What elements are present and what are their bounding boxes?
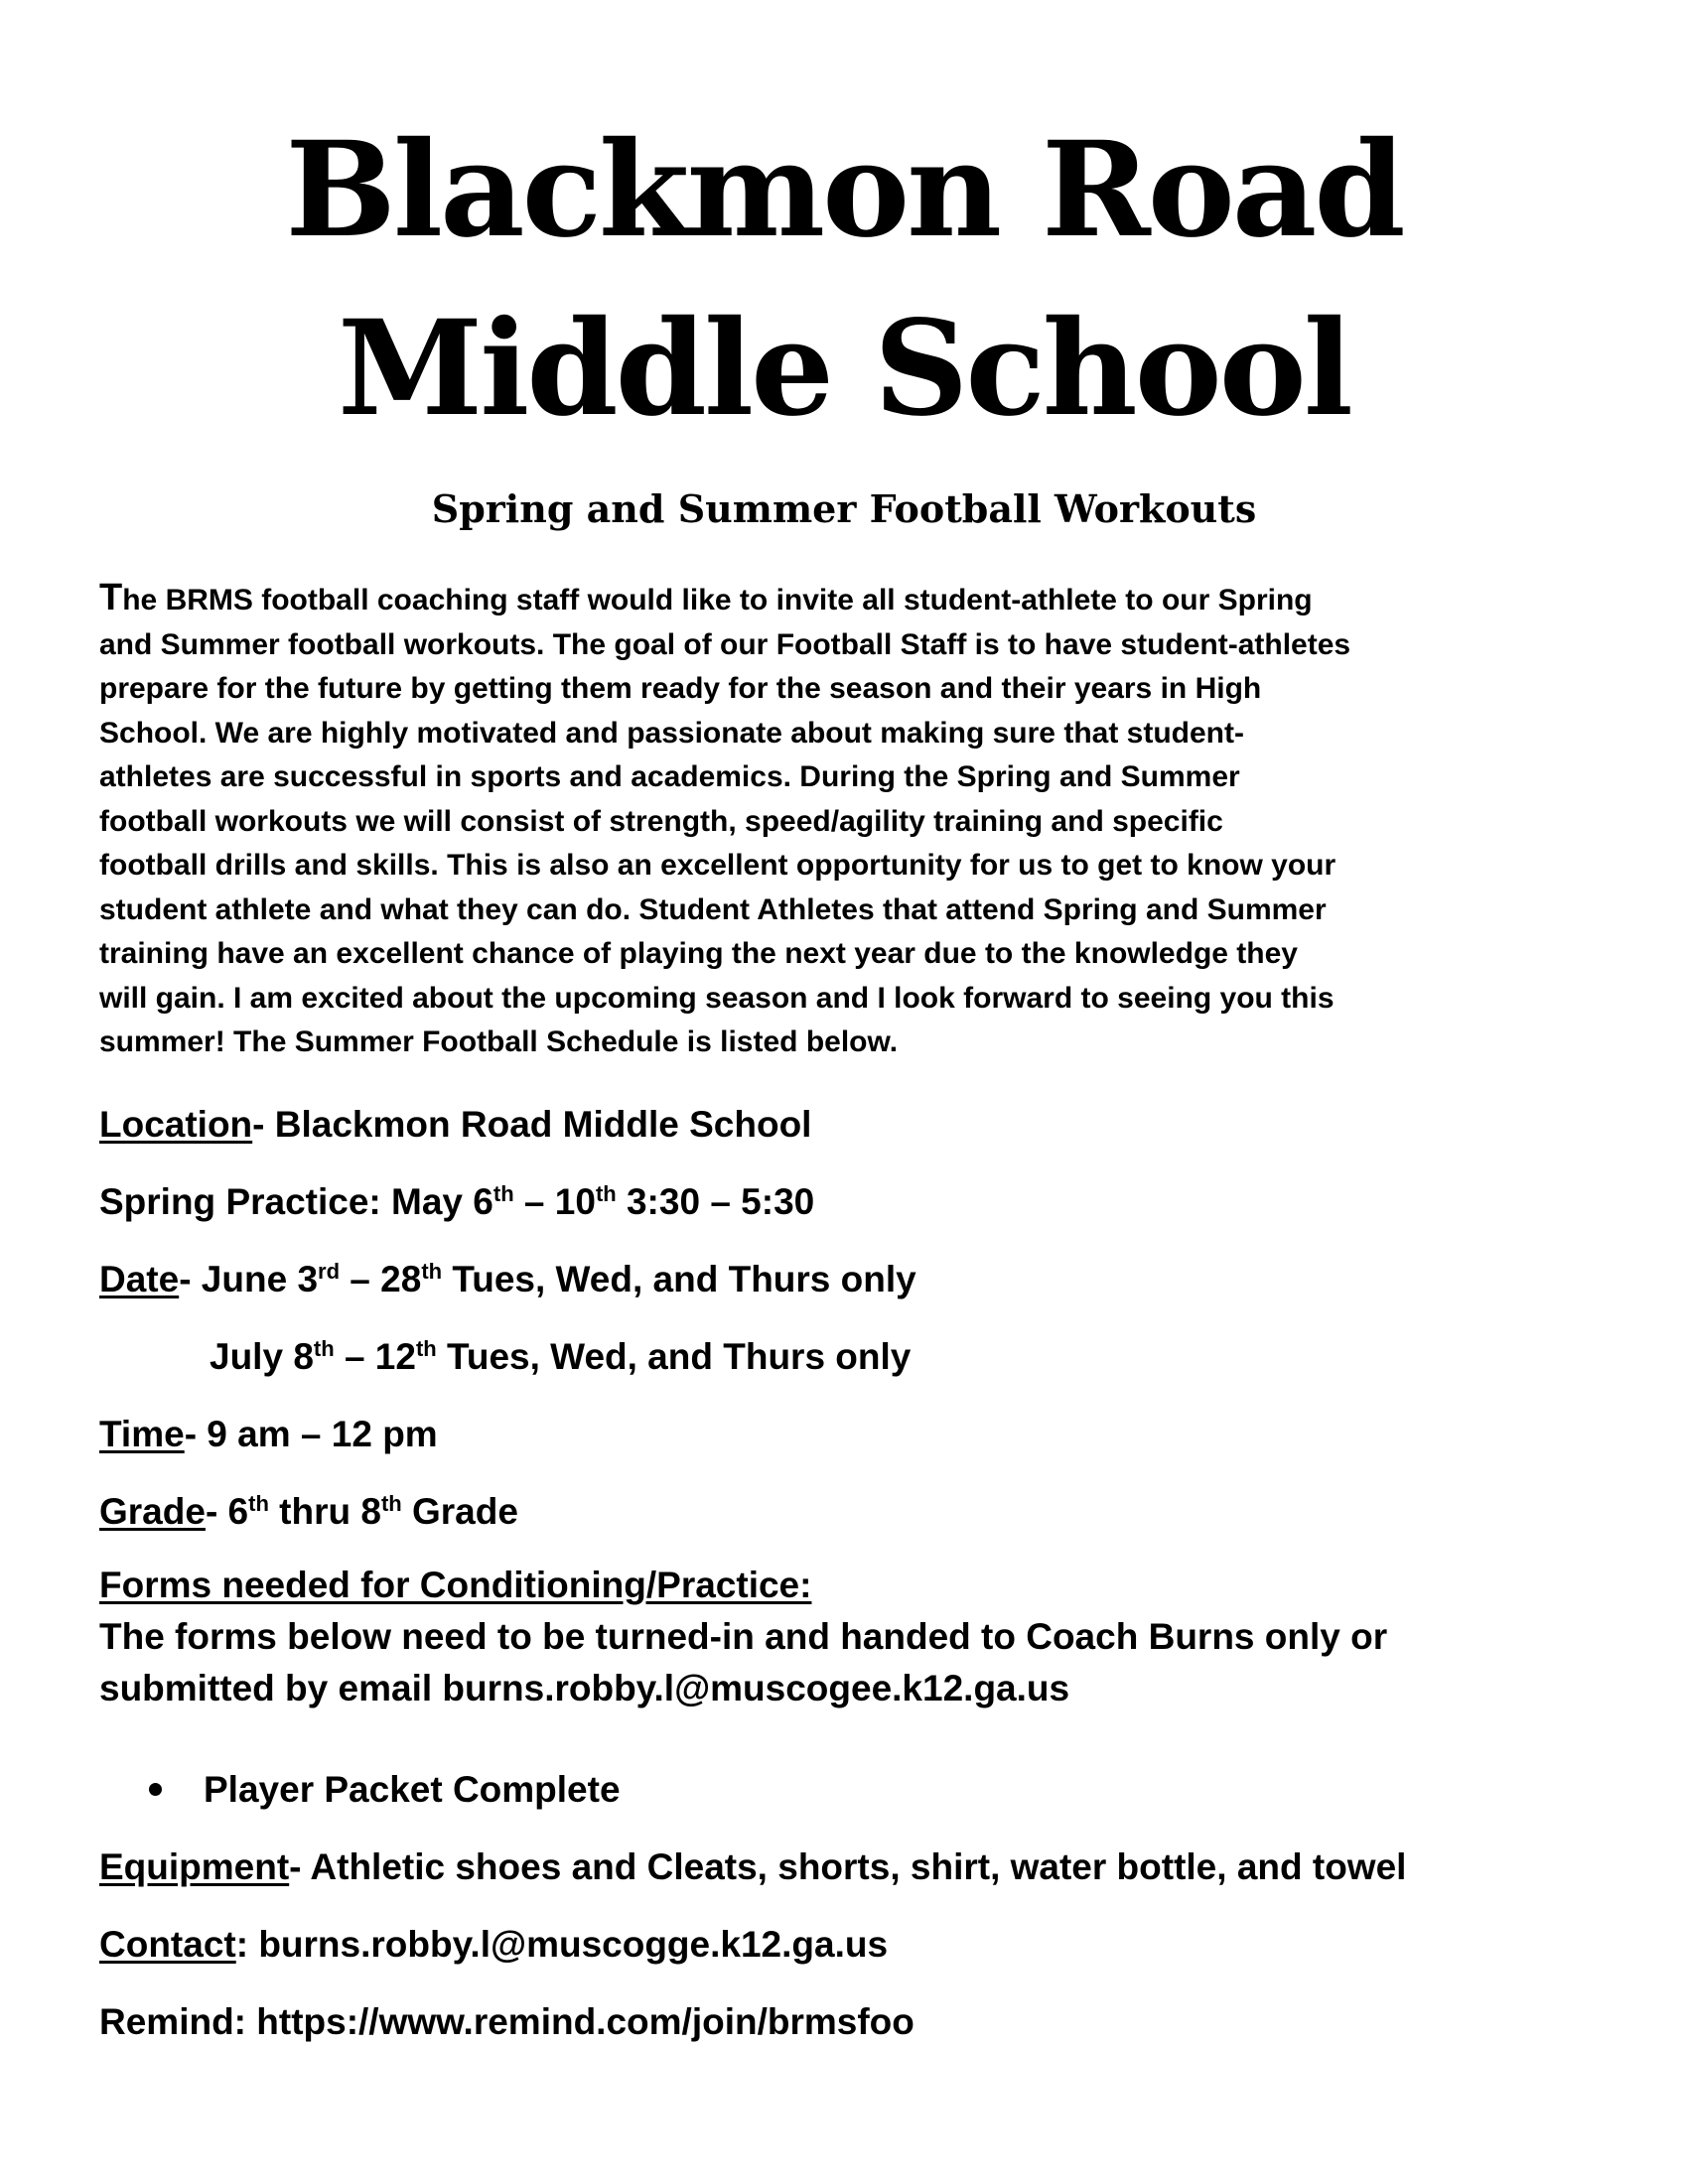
time-value: - 9 am – 12 pm <box>184 1414 438 1454</box>
location-value: - Blackmon Road Middle School <box>252 1104 812 1145</box>
date-text: Tues, Wed, and Thurs only <box>436 1336 912 1377</box>
grade-label: Grade <box>99 1491 206 1532</box>
grade-text: - 6 <box>205 1491 249 1532</box>
intro-line: School. We are highly motivated and passionate about making sure that student- <box>99 716 1244 750</box>
spring-practice-time: 3:30 – 5:30 <box>616 1181 815 1222</box>
forms-heading: Forms needed for Conditioning/Practice: <box>99 1565 812 1605</box>
subtitle: Spring and Summer Football Workouts <box>431 486 1257 531</box>
contact-label: Contact <box>99 1924 236 1965</box>
spring-practice-text: – 10 <box>513 1181 596 1222</box>
intro-line <box>99 576 1609 623</box>
intro-line-text: he BRMS football coaching staff would like to invite all student-athlete to our Spring <box>122 584 1313 616</box>
intro-line: football workouts we will consist of strength, speed/agility training and specific <box>99 804 1223 838</box>
ordinal-suffix: th <box>248 1491 269 1516</box>
date-text: - June 3 <box>179 1259 319 1299</box>
intro-line: summer! The Summer Football Schedule is listed below. <box>99 1025 899 1058</box>
date-text: – 28 <box>340 1259 422 1299</box>
ordinal-suffix: rd <box>318 1259 341 1284</box>
forms-list-item <box>149 1765 621 1815</box>
bullet-icon <box>149 1783 162 1796</box>
equipment-label: Equipment <box>99 1846 290 1887</box>
intro-line: student athlete and what they can do. Student Athletes that attend Spring and Summer <box>99 892 1327 926</box>
intro-line: football drills and skills. This is also an excellent opportunity for us to get to know your <box>99 849 1336 882</box>
location-label: Location <box>99 1104 253 1145</box>
forms-instructions-line-1: The forms below need to be turned-in and handed to Coach Burns only or <box>99 1616 1388 1657</box>
ordinal-suffix: th <box>421 1259 443 1284</box>
forms-list-item-text: Player Packet Complete <box>204 1769 621 1810</box>
intro-line: will gain. I am excited about the upcoming season and I look forward to seeing you this <box>99 981 1335 1015</box>
ordinal-suffix: th <box>380 1491 402 1516</box>
ordinal-suffix: th <box>595 1181 617 1206</box>
title-line-1: Blackmon Road <box>285 113 1403 267</box>
grade-text: thru 8 <box>268 1491 381 1532</box>
grade-row <box>99 1487 518 1537</box>
time-label: Time <box>99 1414 185 1454</box>
grade-text: Grade <box>401 1491 518 1532</box>
intro-first-letter: T <box>99 577 123 618</box>
date-text: Tues, Wed, and Thurs only <box>442 1259 916 1299</box>
intro-line: and Summer football workouts. The goal of our Football Staff is to have student-athletes <box>99 627 1351 661</box>
date-text: – 12 <box>334 1336 416 1377</box>
date-row-2 <box>210 1332 911 1382</box>
title-line-2: Middle School <box>338 292 1350 446</box>
equipment-value: - Athletic shoes and Cleats, shorts, shirt, water bottle, and towel <box>289 1846 1407 1887</box>
ordinal-suffix: th <box>492 1181 514 1206</box>
intro-line: prepare for the future by getting them ready for the season and their years in High <box>99 672 1262 705</box>
ordinal-suffix: th <box>313 1336 335 1361</box>
intro-line: training have an excellent chance of playing the next year due to the knowledge they <box>99 937 1298 970</box>
location-row <box>99 1100 811 1150</box>
contact-value: : burns.robby.l@muscogge.k12.ga.us <box>235 1924 889 1965</box>
intro-paragraph <box>99 576 1609 1065</box>
ordinal-suffix: th <box>415 1336 437 1361</box>
date-text: July 8 <box>210 1336 314 1377</box>
contact-row <box>99 1920 888 1970</box>
time-row <box>99 1410 438 1459</box>
forms-instructions-line-2: submitted by email burns.robby.l@muscogee.k12.ga.us <box>99 1668 1070 1708</box>
spring-practice-row <box>99 1177 814 1227</box>
date-row-1 <box>99 1255 916 1304</box>
date-label: Date <box>99 1259 180 1299</box>
equipment-row <box>99 1843 1406 1892</box>
spring-practice-label: Spring Practice: May 6 <box>99 1181 493 1222</box>
remind-link[interactable]: Remind: https://www.remind.com/join/brmsfoo <box>99 2001 914 2042</box>
intro-line: athletes are successful in sports and academics. During the Spring and Summer <box>99 760 1240 793</box>
